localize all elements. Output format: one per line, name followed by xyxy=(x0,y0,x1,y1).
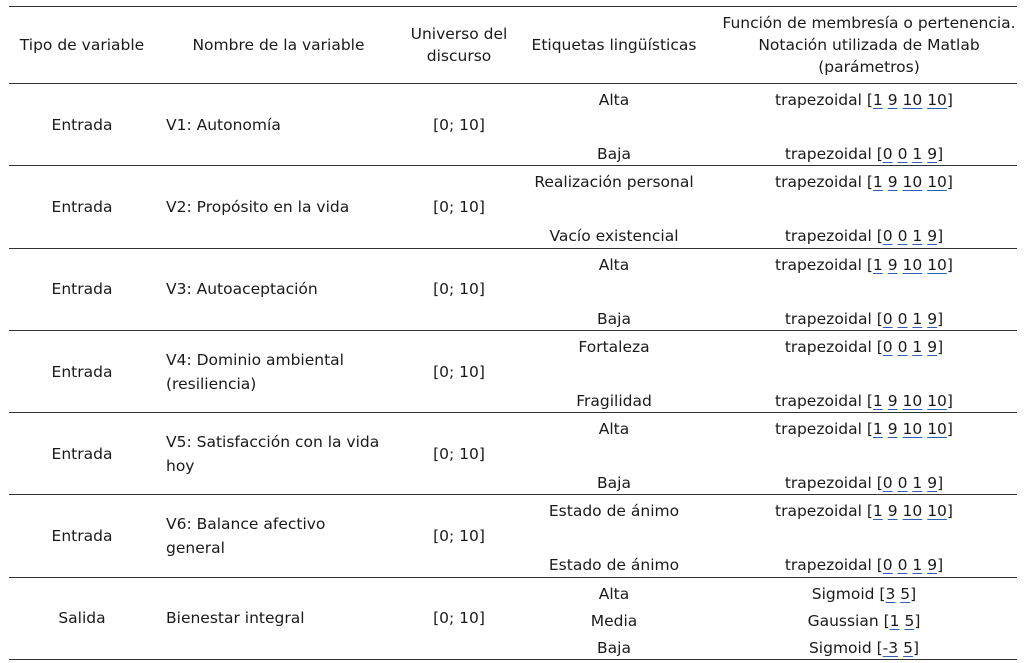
cell-tipo: Entrada xyxy=(51,444,113,463)
function-name: trapezoidal xyxy=(784,145,872,163)
cell-funcion: Sigmoid [3 5] xyxy=(811,584,917,603)
cell-tipo: Entrada xyxy=(51,280,113,299)
cell-funcion: trapezoidal [1 9 10 10] xyxy=(775,420,953,439)
cell-nombre: V4: Dominio ambiental (resiliencia) xyxy=(166,350,344,393)
cell-etiqueta: Alta xyxy=(598,91,630,109)
function-name: trapezoidal xyxy=(784,309,872,328)
function-param: 10 xyxy=(927,255,947,274)
function-param: 0 xyxy=(882,337,893,356)
function-param: 1 xyxy=(912,337,923,356)
cell-funcion: trapezoidal [0 0 1 9] xyxy=(784,474,944,493)
function-param: 10 xyxy=(902,173,923,192)
function-param: 0 xyxy=(897,309,908,328)
function-param: 0 xyxy=(897,474,908,493)
cell-tipo: Entrada xyxy=(51,527,113,546)
function-param: 9 xyxy=(887,502,898,521)
function-name: Sigmoid xyxy=(811,584,875,603)
function-param: 9 xyxy=(887,91,898,109)
function-param: 10 xyxy=(927,91,947,109)
cell-etiqueta: Estado de ánimo xyxy=(548,502,680,521)
function-param: 10 xyxy=(927,420,947,439)
header-etiquetas: Etiquetas lingüísticas xyxy=(531,36,697,54)
function-param: 0 xyxy=(897,227,908,246)
function-name: trapezoidal xyxy=(784,337,872,356)
function-param: 10 xyxy=(927,173,947,192)
cell-nombre: Bienestar integral xyxy=(166,609,305,628)
function-param: 9 xyxy=(927,145,938,163)
function-param: 0 xyxy=(882,309,893,328)
cell-universo: [0; 10] xyxy=(433,362,485,381)
function-param: 9 xyxy=(927,227,938,246)
function-param: 10 xyxy=(902,502,923,521)
function-param: 0 xyxy=(882,227,893,246)
function-param: 10 xyxy=(902,91,923,109)
cell-etiqueta: Baja xyxy=(597,145,631,163)
header-tipo: Tipo de variable xyxy=(19,36,145,54)
function-param: 0 xyxy=(897,556,908,575)
cell-funcion: trapezoidal [1 9 10 10] xyxy=(775,502,953,521)
table-row xyxy=(9,249,1017,331)
cell-etiqueta: Fortaleza xyxy=(578,337,650,356)
function-param: 9 xyxy=(927,556,938,575)
function-name: trapezoidal xyxy=(775,502,862,521)
cell-etiqueta: Alta xyxy=(598,584,630,603)
function-param: 10 xyxy=(902,420,923,439)
function-param: 1 xyxy=(872,91,883,109)
cell-etiqueta: Baja xyxy=(597,638,631,657)
function-param: 1 xyxy=(912,227,923,246)
function-param: 1 xyxy=(889,611,900,630)
table-row xyxy=(9,166,1017,248)
cell-nombre: V6: Balance afectivo general xyxy=(166,515,326,558)
cell-funcion: trapezoidal [1 9 10 10] xyxy=(775,173,953,192)
cell-funcion: trapezoidal [0 0 1 9] xyxy=(784,556,944,575)
cell-universo: [0; 10] xyxy=(433,115,485,134)
table-row xyxy=(9,331,1017,413)
membership-functions-table xyxy=(9,6,1017,660)
table-row xyxy=(9,495,1017,577)
function-param: 10 xyxy=(902,255,923,274)
function-param: 1 xyxy=(912,556,923,575)
cell-funcion: trapezoidal [1 9 10 10] xyxy=(775,391,953,410)
function-name: trapezoidal xyxy=(775,391,862,410)
function-param: 0 xyxy=(882,474,893,493)
cell-universo: [0; 10] xyxy=(433,280,485,299)
header-funcion: Función de membresía o pertenencia. Notación utilizada de Matlab (parámetros) xyxy=(722,14,1016,76)
cell-tipo: Entrada xyxy=(51,362,113,381)
cell-nombre: V2: Propósito en la vida xyxy=(166,197,350,216)
cell-etiqueta: Estado de ánimo xyxy=(548,556,680,575)
function-param: 1 xyxy=(872,173,883,192)
function-param: 0 xyxy=(897,145,908,163)
function-name: trapezoidal xyxy=(775,420,862,439)
cell-funcion: trapezoidal [0 0 1 9] xyxy=(784,227,944,246)
function-name: trapezoidal xyxy=(775,255,862,274)
cell-etiqueta: Baja xyxy=(597,474,631,493)
function-param: 5 xyxy=(904,611,915,630)
cell-etiqueta: Media xyxy=(590,611,638,630)
cell-funcion: trapezoidal [1 9 10 10] xyxy=(775,255,953,274)
cell-etiqueta: Alta xyxy=(598,420,630,439)
table-row xyxy=(9,84,1017,166)
table-row xyxy=(9,413,1017,495)
cell-etiqueta: Alta xyxy=(598,255,630,274)
function-param: 9 xyxy=(887,255,898,274)
function-param: 1 xyxy=(912,309,923,328)
function-param: 1 xyxy=(872,255,883,274)
function-name: Gaussian xyxy=(807,611,879,630)
function-param: -3 xyxy=(882,638,899,657)
table-body xyxy=(9,84,1017,660)
function-name: Sigmoid xyxy=(808,638,872,657)
function-param: 1 xyxy=(912,474,923,493)
cell-nombre: V1: Autonomía xyxy=(166,115,281,134)
cell-universo: [0; 10] xyxy=(433,609,485,628)
function-param: 0 xyxy=(897,337,908,356)
function-param: 0 xyxy=(882,556,893,575)
function-param: 10 xyxy=(927,391,947,410)
function-param: 3 xyxy=(885,584,896,603)
function-param: 0 xyxy=(882,145,893,163)
cell-funcion: trapezoidal [1 9 10 10] xyxy=(775,91,953,109)
function-name: trapezoidal xyxy=(784,227,872,246)
function-param: 1 xyxy=(872,391,883,410)
function-param: 1 xyxy=(872,420,883,439)
cell-etiqueta: Fragilidad xyxy=(576,391,652,410)
cell-funcion: trapezoidal [0 0 1 9] xyxy=(784,337,944,356)
function-param: 10 xyxy=(902,391,923,410)
table-row xyxy=(9,578,1017,660)
cell-funcion: trapezoidal [0 0 1 9] xyxy=(784,309,944,328)
header-universo: Universo del discurso xyxy=(410,25,508,65)
function-param: 9 xyxy=(927,337,938,356)
cell-tipo: Salida xyxy=(58,609,106,628)
cell-nombre: V5: Satisfacción con la vida hoy xyxy=(166,432,380,475)
cell-tipo: Entrada xyxy=(51,197,113,216)
function-param: 9 xyxy=(927,309,938,328)
cell-universo: [0; 10] xyxy=(433,527,485,546)
cell-universo: [0; 10] xyxy=(433,444,485,463)
cell-funcion: Gaussian [1 5] xyxy=(807,611,921,630)
table-header xyxy=(9,6,1017,84)
cell-universo: [0; 10] xyxy=(433,197,485,216)
cell-nombre: V3: Autoaceptación xyxy=(166,280,318,299)
cell-funcion: Sigmoid [-3 5] xyxy=(808,638,920,657)
function-param: 5 xyxy=(900,584,911,603)
function-param: 1 xyxy=(912,145,923,163)
header-nombre: Nombre de la variable xyxy=(192,36,365,54)
cell-funcion: trapezoidal [0 0 1 9] xyxy=(784,145,944,163)
cell-etiqueta: Realización personal xyxy=(534,173,694,192)
function-name: trapezoidal xyxy=(784,556,872,575)
function-param: 9 xyxy=(887,420,898,439)
function-param: 9 xyxy=(927,474,938,493)
function-param: 5 xyxy=(903,638,913,657)
function-name: trapezoidal xyxy=(784,474,872,493)
function-param: 9 xyxy=(887,173,898,192)
cell-etiqueta: Baja xyxy=(597,309,631,328)
function-name: trapezoidal xyxy=(775,91,862,109)
function-param: 10 xyxy=(927,502,947,521)
function-param: 9 xyxy=(887,391,898,410)
cell-tipo: Entrada xyxy=(51,115,113,134)
function-param: 1 xyxy=(872,502,883,521)
function-name: trapezoidal xyxy=(775,173,862,192)
cell-etiqueta: Vacío existencial xyxy=(549,227,679,246)
